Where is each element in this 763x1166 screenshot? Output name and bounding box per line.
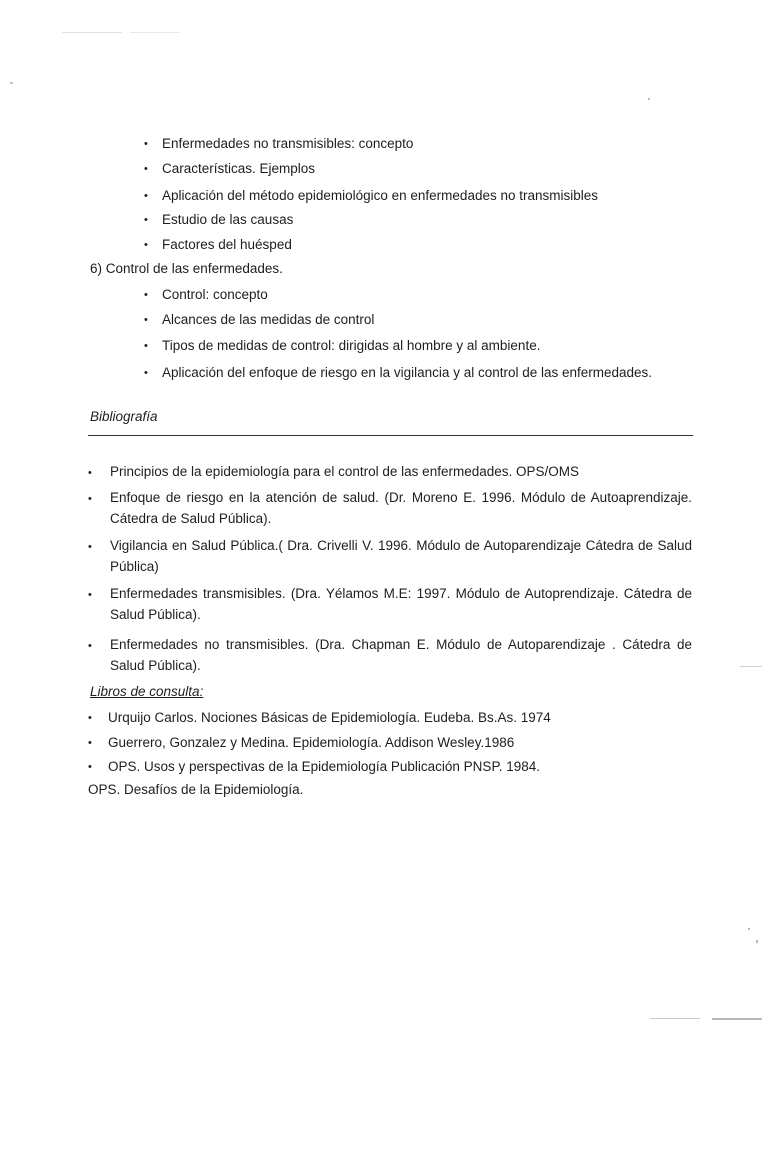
bullet-icon: • xyxy=(88,737,92,749)
scan-speck xyxy=(756,940,758,943)
scan-speck xyxy=(740,666,762,667)
bullet-icon: • xyxy=(88,541,92,553)
bullet-icon: • xyxy=(88,712,92,724)
bullet-icon: • xyxy=(88,493,92,505)
bullet-icon: • xyxy=(144,289,148,301)
bullet-icon: • xyxy=(144,138,148,150)
bibliografia-heading: Bibliografía xyxy=(90,409,158,424)
bullet-icon: • xyxy=(144,239,148,251)
list-item: Vigilancia en Salud Pública.( Dra. Crivelli V. 1996. Módulo de Autoparendizaje Cátedra de Salud Pública) xyxy=(110,538,692,574)
scan-speck xyxy=(748,928,750,930)
list-item: OPS. Usos y perspectivas de la Epidemiología Publicación PNSP. 1984. xyxy=(108,759,540,774)
section-title: 6) Control de las enfermedades. xyxy=(90,261,283,276)
list-item: Características. Ejemplos xyxy=(162,161,316,176)
bullet-icon: • xyxy=(88,640,92,652)
list-item: Estudio de las causas xyxy=(162,212,294,227)
scan-speck xyxy=(712,1018,762,1020)
list-item: Enfermedades no transmisibles. (Dra. Chapman E. Módulo de Autoparendizaje . Cátedra de Salud Pública). xyxy=(110,637,692,673)
bullet-icon: • xyxy=(144,214,148,226)
horizontal-rule xyxy=(88,435,693,436)
list-item: Guerrero, Gonzalez y Medina. Epidemiología. Addison Wesley.1986 xyxy=(108,735,515,750)
bullet-icon: • xyxy=(88,761,92,773)
list-item: Factores del huésped xyxy=(162,237,292,252)
list-item: Aplicación del enfoque de riesgo en la vigilancia y al control de las enfermedades. xyxy=(162,365,653,380)
bullet-icon: • xyxy=(144,163,148,175)
last-reference: OPS. Desafíos de la Epidemiología. xyxy=(88,782,304,797)
bullet-icon: • xyxy=(144,367,148,379)
list-item: Aplicación del método epidemiológico en enfermedades no transmisibles xyxy=(162,188,599,203)
bullet-icon: • xyxy=(144,340,148,352)
list-item: Urquijo Carlos. Nociones Básicas de Epidemiología. Eudeba. Bs.As. 1974 xyxy=(108,710,551,725)
bullet-icon: • xyxy=(88,467,92,479)
list-item: Tipos de medidas de control: dirigidas al hombre y al ambiente. xyxy=(162,338,541,353)
list-item: Enfoque de riesgo en la atención de salud. (Dr. Moreno E. 1996. Módulo de Autoaprendizaje. Cátedra de Salud Pública). xyxy=(110,490,692,526)
list-item: Principios de la epidemiología para el control de las enfermedades. OPS/OMS xyxy=(110,464,579,479)
libros-heading: Libros de consulta: xyxy=(90,684,204,699)
scan-speck xyxy=(130,32,180,33)
scan-speck xyxy=(62,32,122,33)
list-item: Enfermedades transmisibles. (Dra. Yélamos M.E: 1997. Módulo de Autoprendizaje. Cátedra de Salud Pública). xyxy=(110,586,692,622)
scan-speck xyxy=(648,98,650,100)
scan-speck xyxy=(10,82,13,84)
bullet-icon: • xyxy=(144,190,148,202)
scan-speck xyxy=(650,1018,700,1019)
bullet-icon: • xyxy=(144,314,148,326)
list-item: Alcances de las medidas de control xyxy=(162,312,375,327)
list-item: Control: concepto xyxy=(162,287,268,302)
list-item: Enfermedades no transmisibles: concepto xyxy=(162,136,414,151)
bullet-icon: • xyxy=(88,589,92,601)
